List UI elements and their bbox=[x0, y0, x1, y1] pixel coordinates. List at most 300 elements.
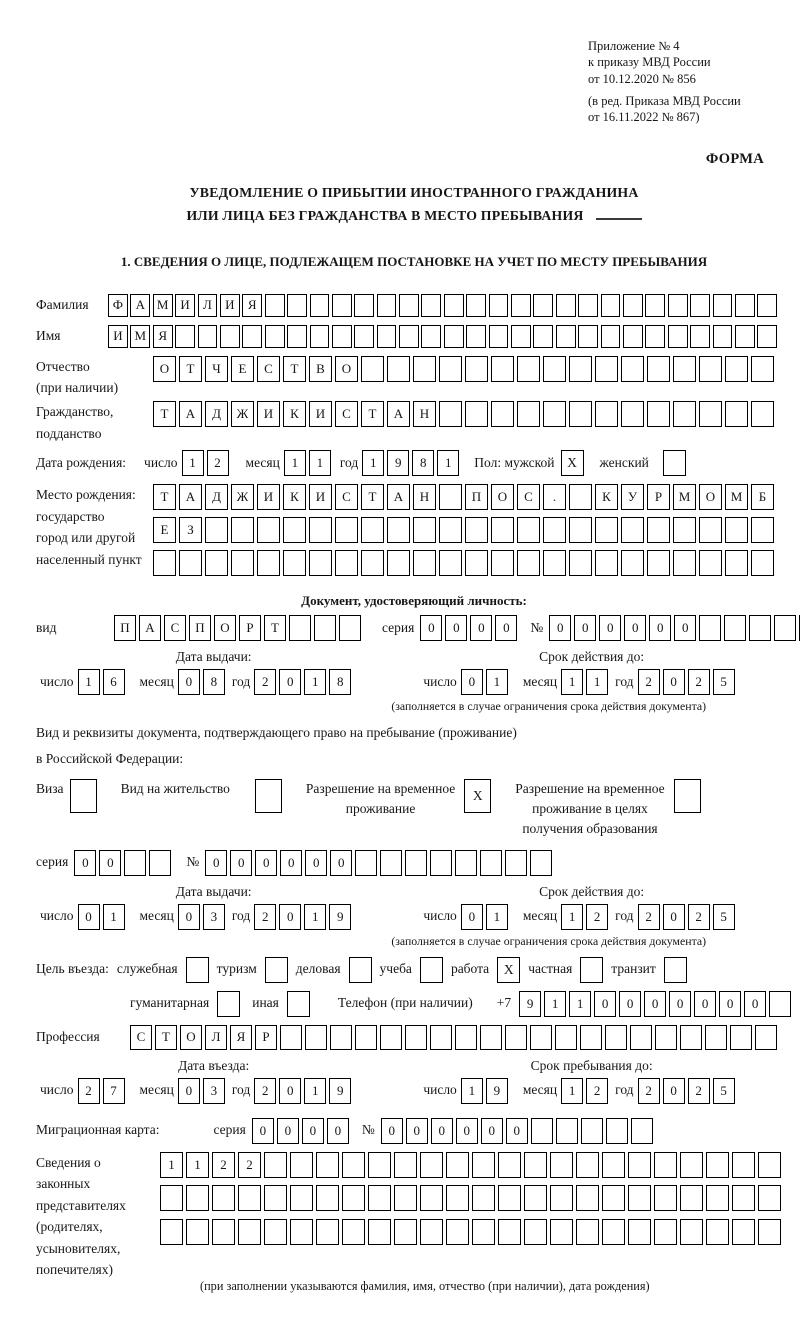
migration-card-nomer-cells[interactable] bbox=[381, 1118, 656, 1144]
char-cell[interactable]: Л bbox=[198, 294, 218, 317]
identity-doc-issue-year-cells[interactable] bbox=[254, 669, 354, 695]
char-cell[interactable] bbox=[645, 294, 665, 317]
char-cell[interactable]: П bbox=[189, 615, 211, 641]
char-cell[interactable] bbox=[725, 550, 748, 576]
char-cell[interactable]: 1 bbox=[160, 1152, 183, 1178]
char-cell[interactable]: 0 bbox=[327, 1118, 349, 1144]
char-cell[interactable]: О bbox=[180, 1025, 202, 1050]
char-cell[interactable] bbox=[342, 1219, 365, 1245]
char-cell[interactable] bbox=[699, 517, 722, 543]
purpose-turizm-checkbox[interactable] bbox=[265, 957, 288, 983]
char-cell[interactable] bbox=[647, 356, 670, 382]
char-cell[interactable] bbox=[491, 356, 514, 382]
char-cell[interactable]: 1 bbox=[561, 904, 583, 930]
char-cell[interactable] bbox=[735, 325, 755, 348]
char-cell[interactable]: З bbox=[179, 517, 202, 543]
char-cell[interactable] bbox=[354, 325, 374, 348]
char-cell[interactable] bbox=[751, 517, 774, 543]
char-cell[interactable] bbox=[524, 1152, 547, 1178]
char-cell[interactable] bbox=[556, 325, 576, 348]
representatives-row3-cells[interactable] bbox=[160, 1219, 784, 1245]
identity-doc-nomer-cells[interactable] bbox=[549, 615, 800, 641]
char-cell[interactable]: 2 bbox=[254, 669, 276, 695]
char-cell[interactable] bbox=[655, 1025, 677, 1050]
char-cell[interactable] bbox=[446, 1219, 469, 1245]
char-cell[interactable]: 1 bbox=[486, 669, 508, 695]
char-cell[interactable]: 0 bbox=[277, 1118, 299, 1144]
char-cell[interactable] bbox=[480, 850, 502, 876]
char-cell[interactable]: 2 bbox=[207, 450, 229, 476]
char-cell[interactable]: 0 bbox=[663, 904, 685, 930]
char-cell[interactable] bbox=[751, 401, 774, 427]
char-cell[interactable]: Р bbox=[239, 615, 261, 641]
char-cell[interactable]: О bbox=[153, 356, 176, 382]
char-cell[interactable] bbox=[290, 1185, 313, 1211]
char-cell[interactable] bbox=[242, 325, 262, 348]
char-cell[interactable] bbox=[420, 1185, 443, 1211]
char-cell[interactable] bbox=[342, 1185, 365, 1211]
char-cell[interactable]: 7 bbox=[103, 1078, 125, 1104]
char-cell[interactable] bbox=[355, 850, 377, 876]
char-cell[interactable] bbox=[668, 325, 688, 348]
char-cell[interactable] bbox=[755, 1025, 777, 1050]
phone-cells[interactable] bbox=[519, 991, 794, 1017]
char-cell[interactable] bbox=[439, 517, 462, 543]
char-cell[interactable]: 0 bbox=[330, 850, 352, 876]
char-cell[interactable]: Т bbox=[155, 1025, 177, 1050]
char-cell[interactable] bbox=[530, 850, 552, 876]
char-cell[interactable] bbox=[578, 325, 598, 348]
char-cell[interactable] bbox=[673, 356, 696, 382]
char-cell[interactable] bbox=[354, 294, 374, 317]
birth-day-cells[interactable] bbox=[182, 450, 232, 476]
char-cell[interactable] bbox=[280, 1025, 302, 1050]
char-cell[interactable]: 9 bbox=[329, 1078, 351, 1104]
char-cell[interactable] bbox=[257, 517, 280, 543]
char-cell[interactable] bbox=[287, 325, 307, 348]
patronymic-cells[interactable] bbox=[153, 356, 777, 382]
char-cell[interactable] bbox=[751, 356, 774, 382]
char-cell[interactable] bbox=[368, 1185, 391, 1211]
char-cell[interactable] bbox=[265, 325, 285, 348]
char-cell[interactable] bbox=[724, 615, 746, 641]
char-cell[interactable]: 0 bbox=[205, 850, 227, 876]
char-cell[interactable]: И bbox=[257, 484, 280, 510]
char-cell[interactable]: 8 bbox=[412, 450, 434, 476]
entry-day-cells[interactable] bbox=[78, 1078, 128, 1104]
char-cell[interactable]: К bbox=[283, 401, 306, 427]
char-cell[interactable]: 0 bbox=[470, 615, 492, 641]
char-cell[interactable]: 2 bbox=[212, 1152, 235, 1178]
char-cell[interactable]: И bbox=[309, 484, 332, 510]
char-cell[interactable] bbox=[124, 850, 146, 876]
char-cell[interactable] bbox=[332, 325, 352, 348]
char-cell[interactable]: Я bbox=[230, 1025, 252, 1050]
char-cell[interactable]: Т bbox=[361, 401, 384, 427]
char-cell[interactable] bbox=[533, 325, 553, 348]
char-cell[interactable]: 0 bbox=[279, 1078, 301, 1104]
char-cell[interactable]: 0 bbox=[669, 991, 691, 1017]
char-cell[interactable] bbox=[265, 294, 285, 317]
char-cell[interactable] bbox=[439, 356, 462, 382]
char-cell[interactable] bbox=[153, 550, 176, 576]
char-cell[interactable] bbox=[420, 1219, 443, 1245]
char-cell[interactable]: Т bbox=[153, 401, 176, 427]
char-cell[interactable]: М bbox=[725, 484, 748, 510]
char-cell[interactable]: 0 bbox=[178, 669, 200, 695]
birth-month-cells[interactable] bbox=[284, 450, 334, 476]
char-cell[interactable] bbox=[290, 1219, 313, 1245]
representatives-row1-cells[interactable] bbox=[160, 1152, 784, 1178]
char-cell[interactable] bbox=[212, 1185, 235, 1211]
char-cell[interactable]: Л bbox=[205, 1025, 227, 1050]
char-cell[interactable] bbox=[602, 1152, 625, 1178]
char-cell[interactable] bbox=[505, 1025, 527, 1050]
char-cell[interactable]: О bbox=[699, 484, 722, 510]
char-cell[interactable]: 0 bbox=[674, 615, 696, 641]
purpose-tranzit-checkbox[interactable] bbox=[664, 957, 687, 983]
char-cell[interactable] bbox=[335, 550, 358, 576]
char-cell[interactable]: А bbox=[387, 484, 410, 510]
char-cell[interactable] bbox=[530, 1025, 552, 1050]
char-cell[interactable]: 1 bbox=[561, 1078, 583, 1104]
char-cell[interactable] bbox=[705, 1025, 727, 1050]
char-cell[interactable]: 0 bbox=[99, 850, 121, 876]
char-cell[interactable] bbox=[491, 517, 514, 543]
char-cell[interactable]: 5 bbox=[713, 669, 735, 695]
char-cell[interactable] bbox=[757, 294, 777, 317]
char-cell[interactable] bbox=[205, 550, 228, 576]
char-cell[interactable] bbox=[420, 1152, 443, 1178]
char-cell[interactable]: Я bbox=[153, 325, 173, 348]
char-cell[interactable]: 0 bbox=[461, 669, 483, 695]
char-cell[interactable]: 1 bbox=[486, 904, 508, 930]
char-cell[interactable]: 0 bbox=[431, 1118, 453, 1144]
char-cell[interactable]: 0 bbox=[549, 615, 571, 641]
char-cell[interactable]: 2 bbox=[638, 904, 660, 930]
char-cell[interactable]: П bbox=[465, 484, 488, 510]
char-cell[interactable]: Т bbox=[153, 484, 176, 510]
char-cell[interactable] bbox=[368, 1152, 391, 1178]
char-cell[interactable] bbox=[377, 325, 397, 348]
representatives-row2-cells[interactable] bbox=[160, 1185, 784, 1211]
char-cell[interactable] bbox=[621, 356, 644, 382]
char-cell[interactable] bbox=[569, 550, 592, 576]
char-cell[interactable] bbox=[455, 850, 477, 876]
char-cell[interactable] bbox=[466, 325, 486, 348]
birth-year-cells[interactable] bbox=[362, 450, 462, 476]
birth-place-row3-cells[interactable] bbox=[153, 550, 777, 576]
char-cell[interactable]: 0 bbox=[279, 904, 301, 930]
char-cell[interactable] bbox=[430, 850, 452, 876]
char-cell[interactable] bbox=[758, 1219, 781, 1245]
char-cell[interactable] bbox=[332, 294, 352, 317]
birth-place-row1-cells[interactable] bbox=[153, 484, 777, 510]
char-cell[interactable] bbox=[257, 550, 280, 576]
citizenship-cells[interactable] bbox=[153, 401, 777, 427]
char-cell[interactable]: 9 bbox=[486, 1078, 508, 1104]
char-cell[interactable] bbox=[439, 484, 462, 510]
char-cell[interactable]: 2 bbox=[238, 1152, 261, 1178]
char-cell[interactable] bbox=[543, 550, 566, 576]
char-cell[interactable]: С bbox=[257, 356, 280, 382]
char-cell[interactable] bbox=[439, 401, 462, 427]
char-cell[interactable] bbox=[725, 401, 748, 427]
char-cell[interactable]: 0 bbox=[406, 1118, 428, 1144]
char-cell[interactable] bbox=[630, 1025, 652, 1050]
char-cell[interactable] bbox=[550, 1185, 573, 1211]
purpose-inaya-checkbox[interactable] bbox=[287, 991, 310, 1017]
char-cell[interactable] bbox=[309, 517, 332, 543]
char-cell[interactable] bbox=[238, 1185, 261, 1211]
char-cell[interactable] bbox=[394, 1185, 417, 1211]
char-cell[interactable] bbox=[699, 615, 721, 641]
char-cell[interactable] bbox=[368, 1219, 391, 1245]
char-cell[interactable] bbox=[489, 294, 509, 317]
char-cell[interactable] bbox=[472, 1152, 495, 1178]
char-cell[interactable]: Р bbox=[647, 484, 670, 510]
char-cell[interactable]: О bbox=[214, 615, 236, 641]
char-cell[interactable]: К bbox=[595, 484, 618, 510]
char-cell[interactable] bbox=[149, 850, 171, 876]
char-cell[interactable]: 0 bbox=[302, 1118, 324, 1144]
char-cell[interactable] bbox=[631, 1118, 653, 1144]
char-cell[interactable]: И bbox=[175, 294, 195, 317]
char-cell[interactable] bbox=[465, 356, 488, 382]
char-cell[interactable] bbox=[387, 550, 410, 576]
char-cell[interactable]: 0 bbox=[599, 615, 621, 641]
char-cell[interactable]: 0 bbox=[230, 850, 252, 876]
char-cell[interactable] bbox=[465, 550, 488, 576]
residence-permit-checkbox[interactable] bbox=[255, 779, 282, 813]
char-cell[interactable] bbox=[186, 1219, 209, 1245]
char-cell[interactable]: У bbox=[621, 484, 644, 510]
char-cell[interactable] bbox=[623, 294, 643, 317]
char-cell[interactable]: 9 bbox=[387, 450, 409, 476]
char-cell[interactable]: 0 bbox=[74, 850, 96, 876]
char-cell[interactable] bbox=[290, 1152, 313, 1178]
char-cell[interactable]: 1 bbox=[461, 1078, 483, 1104]
char-cell[interactable]: 0 bbox=[495, 615, 517, 641]
char-cell[interactable]: 0 bbox=[624, 615, 646, 641]
sex-female-checkbox[interactable] bbox=[663, 450, 686, 476]
char-cell[interactable]: 0 bbox=[381, 1118, 403, 1144]
char-cell[interactable]: 2 bbox=[254, 1078, 276, 1104]
char-cell[interactable]: 1 bbox=[182, 450, 204, 476]
char-cell[interactable]: Т bbox=[179, 356, 202, 382]
char-cell[interactable] bbox=[498, 1185, 521, 1211]
purpose-ucheba-checkbox[interactable] bbox=[420, 957, 443, 983]
char-cell[interactable] bbox=[654, 1185, 677, 1211]
char-cell[interactable] bbox=[394, 1219, 417, 1245]
char-cell[interactable] bbox=[576, 1152, 599, 1178]
char-cell[interactable]: 0 bbox=[663, 669, 685, 695]
char-cell[interactable]: 0 bbox=[719, 991, 741, 1017]
char-cell[interactable] bbox=[421, 325, 441, 348]
visa-checkbox[interactable] bbox=[70, 779, 97, 813]
char-cell[interactable] bbox=[645, 325, 665, 348]
identity-doc-issue-day-cells[interactable] bbox=[78, 669, 128, 695]
char-cell[interactable]: 1 bbox=[304, 1078, 326, 1104]
char-cell[interactable]: 0 bbox=[461, 904, 483, 930]
char-cell[interactable]: 1 bbox=[561, 669, 583, 695]
char-cell[interactable] bbox=[606, 1118, 628, 1144]
char-cell[interactable] bbox=[533, 294, 553, 317]
char-cell[interactable] bbox=[413, 550, 436, 576]
char-cell[interactable]: 5 bbox=[713, 1078, 735, 1104]
char-cell[interactable]: 2 bbox=[586, 904, 608, 930]
char-cell[interactable] bbox=[498, 1219, 521, 1245]
stay-doc-nomer-cells[interactable] bbox=[205, 850, 555, 876]
char-cell[interactable]: 5 bbox=[713, 904, 735, 930]
char-cell[interactable] bbox=[264, 1219, 287, 1245]
char-cell[interactable]: 1 bbox=[544, 991, 566, 1017]
char-cell[interactable] bbox=[543, 356, 566, 382]
char-cell[interactable]: С bbox=[335, 484, 358, 510]
char-cell[interactable]: 8 bbox=[329, 669, 351, 695]
char-cell[interactable]: А bbox=[179, 401, 202, 427]
char-cell[interactable] bbox=[314, 615, 336, 641]
char-cell[interactable]: А bbox=[139, 615, 161, 641]
char-cell[interactable] bbox=[595, 356, 618, 382]
char-cell[interactable] bbox=[220, 325, 240, 348]
char-cell[interactable] bbox=[342, 1152, 365, 1178]
char-cell[interactable] bbox=[581, 1118, 603, 1144]
rvp-education-checkbox[interactable] bbox=[674, 779, 701, 813]
char-cell[interactable] bbox=[730, 1025, 752, 1050]
char-cell[interactable] bbox=[647, 517, 670, 543]
char-cell[interactable]: В bbox=[309, 356, 332, 382]
birth-place-row2-cells[interactable] bbox=[153, 517, 777, 543]
char-cell[interactable] bbox=[205, 517, 228, 543]
char-cell[interactable] bbox=[680, 1152, 703, 1178]
char-cell[interactable] bbox=[595, 517, 618, 543]
char-cell[interactable]: 2 bbox=[688, 669, 710, 695]
char-cell[interactable]: 3 bbox=[203, 1078, 225, 1104]
char-cell[interactable] bbox=[511, 294, 531, 317]
char-cell[interactable]: 0 bbox=[280, 850, 302, 876]
char-cell[interactable] bbox=[605, 1025, 627, 1050]
char-cell[interactable] bbox=[602, 1219, 625, 1245]
char-cell[interactable] bbox=[446, 1185, 469, 1211]
char-cell[interactable]: Т bbox=[264, 615, 286, 641]
char-cell[interactable] bbox=[602, 1185, 625, 1211]
char-cell[interactable] bbox=[628, 1185, 651, 1211]
char-cell[interactable]: И bbox=[108, 325, 128, 348]
char-cell[interactable] bbox=[517, 356, 540, 382]
char-cell[interactable]: 6 bbox=[103, 669, 125, 695]
char-cell[interactable]: 9 bbox=[329, 904, 351, 930]
char-cell[interactable] bbox=[673, 401, 696, 427]
char-cell[interactable]: 0 bbox=[663, 1078, 685, 1104]
char-cell[interactable] bbox=[405, 1025, 427, 1050]
char-cell[interactable] bbox=[517, 550, 540, 576]
stay-doc-issue-month-cells[interactable] bbox=[178, 904, 228, 930]
char-cell[interactable] bbox=[489, 325, 509, 348]
char-cell[interactable]: 0 bbox=[694, 991, 716, 1017]
char-cell[interactable] bbox=[231, 550, 254, 576]
char-cell[interactable] bbox=[569, 517, 592, 543]
char-cell[interactable]: 1 bbox=[309, 450, 331, 476]
stay-doc-valid-day-cells[interactable] bbox=[461, 904, 511, 930]
char-cell[interactable]: 0 bbox=[445, 615, 467, 641]
char-cell[interactable] bbox=[399, 294, 419, 317]
char-cell[interactable] bbox=[556, 294, 576, 317]
char-cell[interactable] bbox=[439, 550, 462, 576]
char-cell[interactable] bbox=[735, 294, 755, 317]
stay-doc-valid-year-cells[interactable] bbox=[638, 904, 738, 930]
char-cell[interactable]: 0 bbox=[305, 850, 327, 876]
char-cell[interactable]: 1 bbox=[284, 450, 306, 476]
char-cell[interactable] bbox=[465, 517, 488, 543]
char-cell[interactable] bbox=[283, 550, 306, 576]
char-cell[interactable] bbox=[160, 1219, 183, 1245]
char-cell[interactable] bbox=[621, 401, 644, 427]
char-cell[interactable]: 0 bbox=[178, 1078, 200, 1104]
entry-year-cells[interactable] bbox=[254, 1078, 354, 1104]
char-cell[interactable] bbox=[316, 1152, 339, 1178]
char-cell[interactable] bbox=[555, 1025, 577, 1050]
char-cell[interactable] bbox=[413, 356, 436, 382]
char-cell[interactable] bbox=[680, 1025, 702, 1050]
stay-until-year-cells[interactable] bbox=[638, 1078, 738, 1104]
char-cell[interactable] bbox=[769, 991, 791, 1017]
char-cell[interactable] bbox=[444, 325, 464, 348]
char-cell[interactable] bbox=[732, 1185, 755, 1211]
stay-doc-valid-month-cells[interactable] bbox=[561, 904, 611, 930]
char-cell[interactable]: 1 bbox=[78, 669, 100, 695]
char-cell[interactable] bbox=[699, 550, 722, 576]
char-cell[interactable]: 2 bbox=[586, 1078, 608, 1104]
char-cell[interactable] bbox=[595, 550, 618, 576]
char-cell[interactable] bbox=[399, 325, 419, 348]
char-cell[interactable]: 3 bbox=[203, 904, 225, 930]
char-cell[interactable]: 0 bbox=[255, 850, 277, 876]
char-cell[interactable] bbox=[511, 325, 531, 348]
char-cell[interactable]: Я bbox=[242, 294, 262, 317]
char-cell[interactable] bbox=[455, 1025, 477, 1050]
char-cell[interactable]: 0 bbox=[594, 991, 616, 1017]
char-cell[interactable]: О bbox=[491, 484, 514, 510]
char-cell[interactable] bbox=[264, 1152, 287, 1178]
char-cell[interactable] bbox=[621, 550, 644, 576]
char-cell[interactable]: Т bbox=[361, 484, 384, 510]
char-cell[interactable] bbox=[380, 850, 402, 876]
char-cell[interactable] bbox=[601, 294, 621, 317]
identity-doc-seriya-cells[interactable] bbox=[420, 615, 520, 641]
char-cell[interactable]: И bbox=[220, 294, 240, 317]
char-cell[interactable] bbox=[287, 294, 307, 317]
char-cell[interactable] bbox=[578, 294, 598, 317]
char-cell[interactable] bbox=[310, 294, 330, 317]
char-cell[interactable]: 2 bbox=[688, 1078, 710, 1104]
char-cell[interactable] bbox=[699, 401, 722, 427]
profession-cells[interactable] bbox=[130, 1025, 780, 1050]
char-cell[interactable]: С bbox=[130, 1025, 152, 1050]
char-cell[interactable] bbox=[361, 356, 384, 382]
char-cell[interactable]: 2 bbox=[688, 904, 710, 930]
stay-doc-issue-year-cells[interactable] bbox=[254, 904, 354, 930]
char-cell[interactable] bbox=[569, 484, 592, 510]
char-cell[interactable] bbox=[713, 294, 733, 317]
char-cell[interactable]: 0 bbox=[619, 991, 641, 1017]
char-cell[interactable] bbox=[238, 1219, 261, 1245]
char-cell[interactable] bbox=[309, 550, 332, 576]
char-cell[interactable] bbox=[569, 401, 592, 427]
char-cell[interactable] bbox=[654, 1219, 677, 1245]
char-cell[interactable] bbox=[550, 1219, 573, 1245]
char-cell[interactable] bbox=[595, 401, 618, 427]
